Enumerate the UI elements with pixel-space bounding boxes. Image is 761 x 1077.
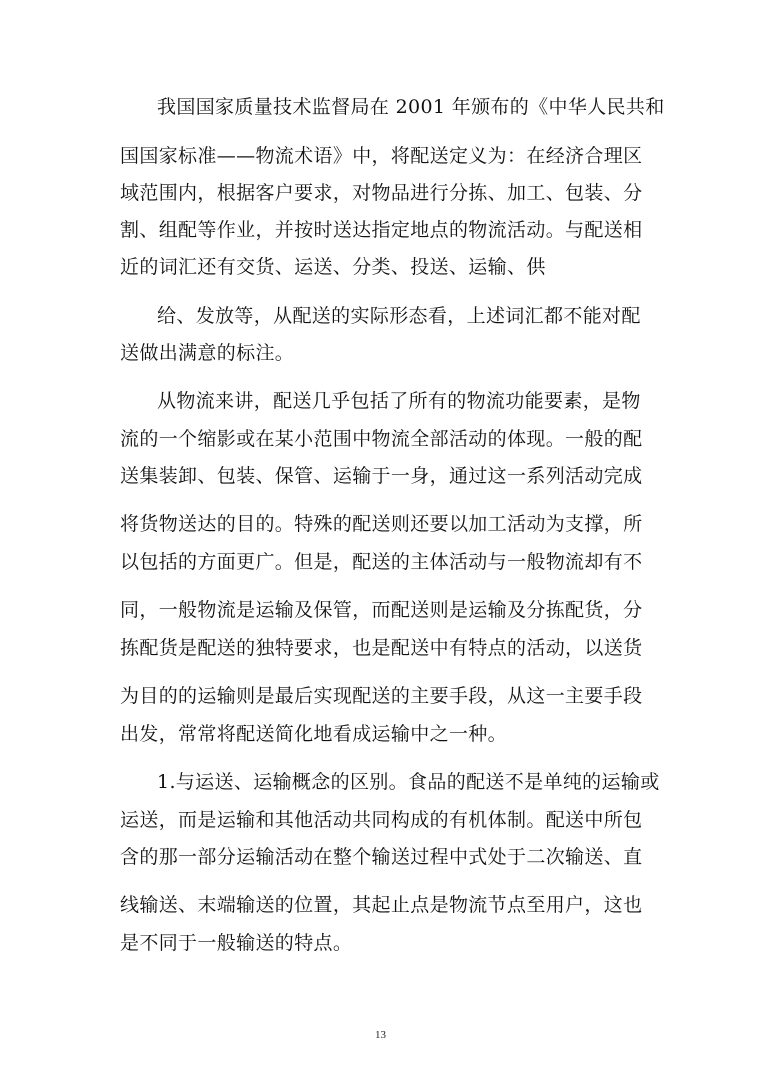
text-line: 同，一般物流是运输及保管，而配送则是运输及分拣配货，分: [120, 599, 643, 621]
text-line: 送集装卸、包装、保管、运输于一身，通过这一系列活动完成: [120, 465, 643, 487]
text-line: 国国家标准——物流术语》中，将配送定义为：在经济合理区: [120, 145, 643, 167]
text-line: 为目的的运输则是最后实现配送的主要手段，从这一主要手段: [120, 685, 643, 707]
text-line: 将货物送达的目的。特殊的配送则还要以加工活动为支撑，所: [120, 513, 643, 535]
text-line: 拣配货是配送的独特要求，也是配送中有特点的活动，以送货: [120, 637, 643, 659]
text-line: 域范围内，根据客户要求，对物品进行分拣、加工、包装、分: [120, 182, 643, 204]
text-line: 1.与运送、运输概念的区别。食品的配送不是单纯的运输或: [157, 771, 660, 793]
text-line: 从物流来讲，配送几乎包括了所有的物流功能要素，是物: [157, 390, 641, 412]
text-line: 近的词汇还有交货、运送、分类、投送、运输、供: [120, 256, 546, 278]
text-line: 线输送、末端输送的位置，其起止点是物流节点至用户，这也: [120, 894, 643, 916]
text-line: 我国国家质量技术监督局在 2001 年颁布的《中华人民共和: [157, 96, 665, 118]
text-line: 运送，而是运输和其他活动共同构成的有机体制。配送中所包: [120, 809, 643, 831]
text-line: 是不同于一般输送的特点。: [120, 932, 353, 954]
text-line: 含的那一部分运输活动在整个输送过程中式处于二次输送、直: [120, 846, 643, 868]
page-number: 13: [375, 1029, 386, 1041]
text-line: 流的一个缩影或在某小范围中物流全部活动的体现。一般的配: [120, 428, 643, 450]
text-line: 送做出满意的标注。: [120, 342, 295, 364]
text-line: 出发，常常将配送简化地看成运输中之一种。: [120, 723, 508, 745]
text-line: 给、发放等，从配送的实际形态看，上述词汇都不能对配: [157, 305, 641, 327]
text-line: 以包括的方面更广。但是，配送的主体活动与一般物流却有不: [120, 551, 643, 573]
text-line: 割、组配等作业，并按时送达指定地点的物流活动。与配送相: [120, 219, 643, 241]
